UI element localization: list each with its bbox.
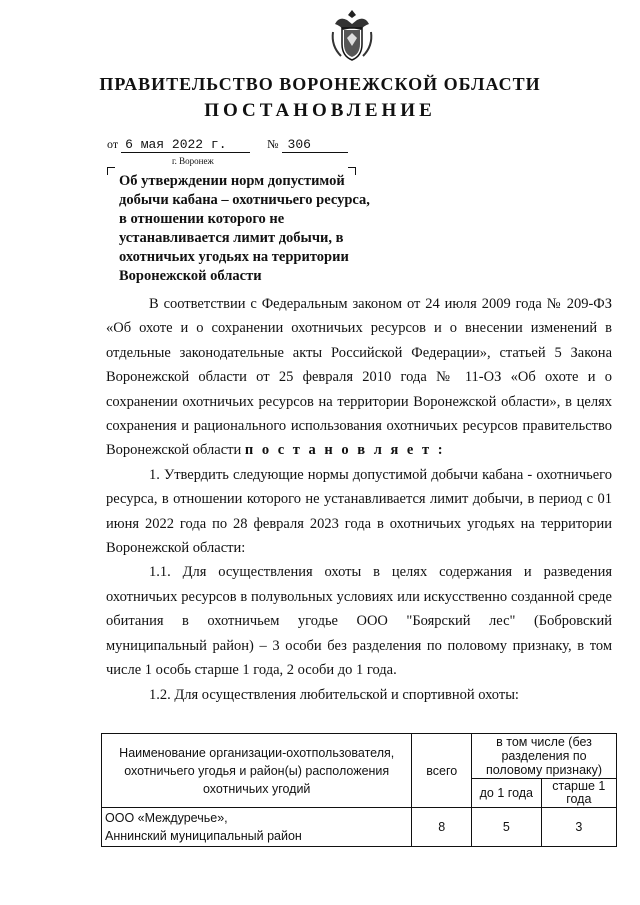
document-subject: Об утверждении норм допустимой добычи кабана – охотничьего ресурса, в отношении которого не устанавливается лимит добычи, в охотничьих угодьях на территории Воронежской области bbox=[119, 173, 370, 284]
header-group-text: в том числе (без разделения по половому признаку) bbox=[485, 735, 603, 777]
header-over-1: старше 1 года bbox=[541, 779, 616, 808]
item-1-1: 1.1. Для осуществления охоты в целях содержания и разведения охотничьих ресурсов в полувольных условиях или искусственно созданной среде обитания в охотничьем угодье ООО "Боярский лес" (Бобровский муниципальный район) – 3 особи без разделения по половому признаку, в том числе 1 особь старше 1 года, 2 особи до 1 года. bbox=[106, 564, 612, 679]
document-number: 306 bbox=[282, 137, 348, 153]
subject-corner-left bbox=[107, 167, 115, 175]
city-name: г. Воронеж bbox=[172, 156, 214, 166]
item-1: 1. Утвердить следующие нормы допустимой добычи кабана - охотничьего ресурса, в отношении которого не устанавливается лимит добычи, в период с 01 июня 2022 года по 28 февраля 2023 года в охотничьих угодьях на территории Воронежской области: bbox=[106, 466, 612, 557]
preamble-paragraph bbox=[106, 292, 612, 463]
quota-table bbox=[101, 733, 617, 847]
preamble-text: В соответствии с Федеральным законом от 24 июля 2009 года № 209-ФЗ «Об охоте и о сохранении охотничьих ресурсов и о внесении изменений в отдельные законодательные акты Российской Федерации», статьей 5 Закона Воронежской области от 25 февраля 2010 года № 11-ОЗ «Об охоте и о сохранении охотничьих ресурсов на территории Воронежской области», в целях сохранения и рационального использования охотничьих ресурсов правительство Воронежской области bbox=[106, 296, 612, 459]
decree-word: п о с т а н о в л я е т : bbox=[244, 442, 446, 459]
coat-of-arms-icon bbox=[327, 8, 377, 64]
document-body bbox=[106, 292, 612, 707]
row-org-line1: ООО «Междуречье», bbox=[105, 811, 228, 825]
row-under-1: 5 bbox=[472, 808, 542, 847]
date-number-row bbox=[107, 137, 348, 153]
header-total: всего bbox=[412, 734, 472, 808]
row-total: 8 bbox=[412, 808, 472, 847]
date-label: от bbox=[107, 137, 119, 151]
document-type: ПОСТАНОВЛЕНИЕ bbox=[204, 100, 436, 121]
document-date: 6 мая 2022 г. bbox=[121, 137, 250, 153]
table-row bbox=[102, 808, 617, 847]
header-group bbox=[472, 734, 617, 779]
table-header-row bbox=[102, 734, 617, 779]
government-name: ПРАВИТЕЛЬСТВО ВОРОНЕЖСКОЙ ОБЛАСТИ bbox=[99, 74, 541, 94]
row-over-1: 3 bbox=[541, 808, 616, 847]
row-org-line2: Аннинский муниципальный район bbox=[105, 829, 302, 843]
header-under-1: до 1 года bbox=[472, 779, 542, 808]
row-org-name bbox=[102, 808, 412, 847]
item-1-2: 1.2. Для осуществления любительской и спортивной охоты: bbox=[149, 686, 519, 703]
number-label: № bbox=[267, 137, 279, 151]
header-org-name: Наименование организации-охотпользователя, охотничьего угодья и район(ы) расположения охотничьих угодий bbox=[102, 734, 412, 808]
